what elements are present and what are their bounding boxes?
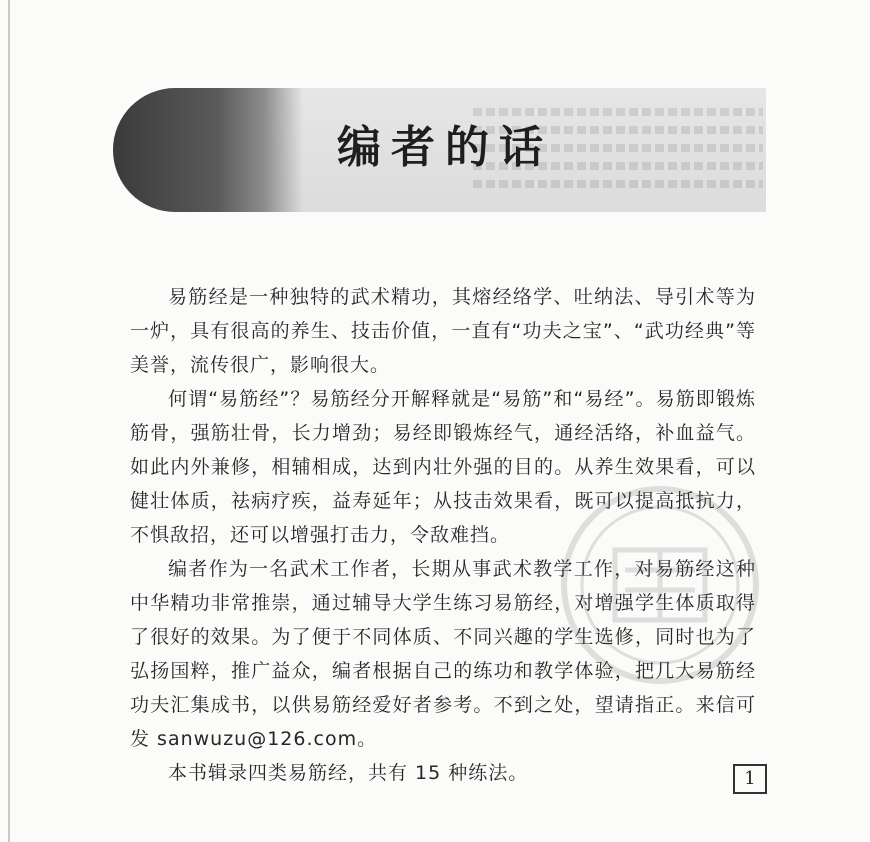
page-number: 1 (733, 764, 767, 794)
paragraph-3: 编者作为一名武术工作者，长期从事武术教学工作，对易筋经这种中华精功非常推崇，通过辅导大学生练习易筋经，对增强学生体质取得了很好的效果。为了便于不同体质、不同兴趣的学生选修，同时也为了弘扬国粹，推广益众，编者根据自己的练功和教学体验，把几大易筋经功夫汇集成书，以供易筋经爱好者参考。不到之处，望请指正。来信可发 sanwuzu@126.com。 (130, 558, 756, 750)
preface-body (130, 280, 756, 790)
page-binding-edge (8, 0, 10, 842)
paragraph-2: 何谓“易筋经”？易筋经分开解释就是“易筋”和“易经”。易筋即锻炼筋骨，强筋壮骨，长力增劲；易经即锻炼经气，通经活络，补血益气。如此内外兼修，相辅相成，达到内壮外强的目的。从养生效果看，可以健壮体质，祛病疗疾，益寿延年；从技击效果看，既可以提高抵抗力，不惧敌招，还可以增强打击力，令敌难挡。 (130, 388, 756, 546)
paragraph-4: 本书辑录四类易筋经，共有 15 种练法。 (168, 762, 529, 784)
banner-dark-cap (113, 88, 303, 212)
page-title: 编者的话 (337, 122, 553, 173)
paragraph-1: 易筋经是一种独特的武术精功，其熔经络学、吐纳法、导引术等为一炉，具有很高的养生、技击价值，一直有“功夫之宝”、“武功经典”等美誉，流传很广，影响很大。 (130, 286, 756, 376)
